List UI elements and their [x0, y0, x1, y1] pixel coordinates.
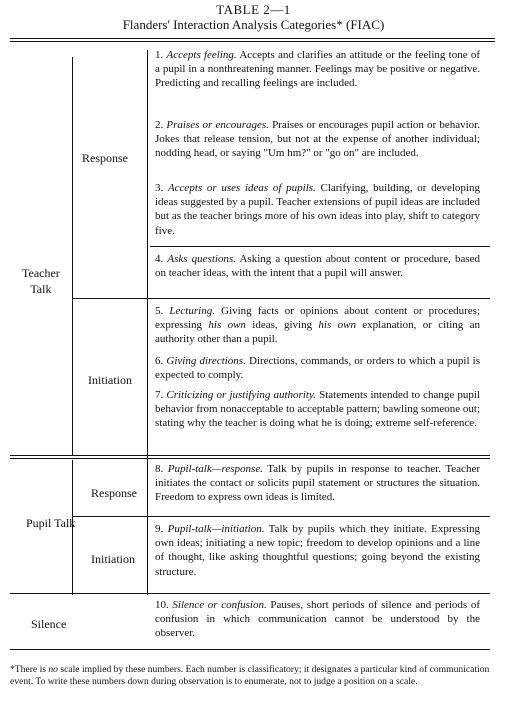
subgroup-pupil-initiation: Initiation	[91, 552, 135, 566]
subgroup-teacher-response: Response	[82, 151, 128, 165]
category-4: 4. Asks questions. Asking a question about content or procedure, based on teacher ideas, with the intent that a pupil will answer.	[155, 253, 480, 280]
subgroup-pupil-response: Response	[91, 486, 137, 500]
group-pupil-talk: Pupil Talk	[26, 516, 76, 530]
group-teacher-talk: Teacher Talk	[22, 266, 60, 296]
rule-after-8	[73, 516, 490, 517]
category-3: 3. Accepts or uses ideas of pupils. Clarifying, building, or developing ideas suggested by a pupil. Teacher extensions of pupil ideas are included but as the teacher brings more of his own ideas into play, shift to category five.	[155, 182, 480, 237]
subgroup-teacher-initiation: Initiation	[88, 373, 132, 387]
table-title: Flanders' Interaction Analysis Categories* (FIAC)	[122, 17, 385, 32]
table-number: TABLE 2—1	[216, 2, 291, 17]
category-6: 6. Giving directions. Directions, commands, or orders to which a pupil is expected to comply.	[155, 355, 481, 382]
rule-after-3	[150, 246, 490, 247]
category-2: 2. Praises or encourages. Praises or encourages pupil action or behavior. Jokes that release tension, but not at the expense of another individual; nodding head, or saying "Um hm?" or "go on" are included.	[155, 119, 480, 160]
subgroup-divider	[147, 50, 148, 595]
rule-pupil-silence	[10, 593, 490, 594]
category-10: 10. Silence or confusion. Pauses, short periods of silence and periods of confusion in which communication cannot be understood by the observer.	[155, 599, 481, 640]
group-silence: Silence	[31, 617, 67, 631]
rule-after-4	[73, 298, 490, 299]
category-8: 8. Pupil-talk—response. Talk by pupils in response to teacher. Teacher initiates the contact or solicits pupil statement or structures the situation. Freedom to express own ideas is limited.	[155, 463, 480, 504]
top-rule	[10, 38, 495, 39]
category-9: 9. Pupil-talk—initiation. Talk by pupils which they initiate. Expressing own ideas; initiating a new topic; freedom to develop opinions and a line of thought, like asking thoughtful questions; going beyond the existing structure.	[155, 523, 481, 578]
category-5: 5. Lecturing. Giving facts or opinions about content or procedures; expressing his own ideas, giving his own explanation, or citing an authority other than a pupil.	[155, 305, 480, 346]
category-7: 7. Criticizing or justifying authority. Statements intended to change pupil behavior from nonacceptable to acceptable pattern; bawling someone out; stating why the teacher is doing what he is doing; extreme self-reference.	[155, 389, 481, 430]
group-divider	[72, 57, 73, 455]
top-rule-2	[10, 41, 495, 42]
rule-teacher-pupil-2	[10, 458, 490, 459]
footnote: *There is no scale implied by these numbers. Each number is classificatory; it designates a particular kind of communication event. To write these numbers down during observation is to enumerate, not to judge a position on a scale.	[10, 664, 490, 688]
category-1: 1. Accepts feeling. Accepts and clarifies an attitude or the feeling tone of a pupil in a nonthreatening manner. Feelings may be positive or negative. Predicting and recalling feelings are included.	[155, 49, 480, 90]
rule-bottom	[10, 649, 490, 650]
rule-teacher-pupil	[10, 455, 490, 456]
